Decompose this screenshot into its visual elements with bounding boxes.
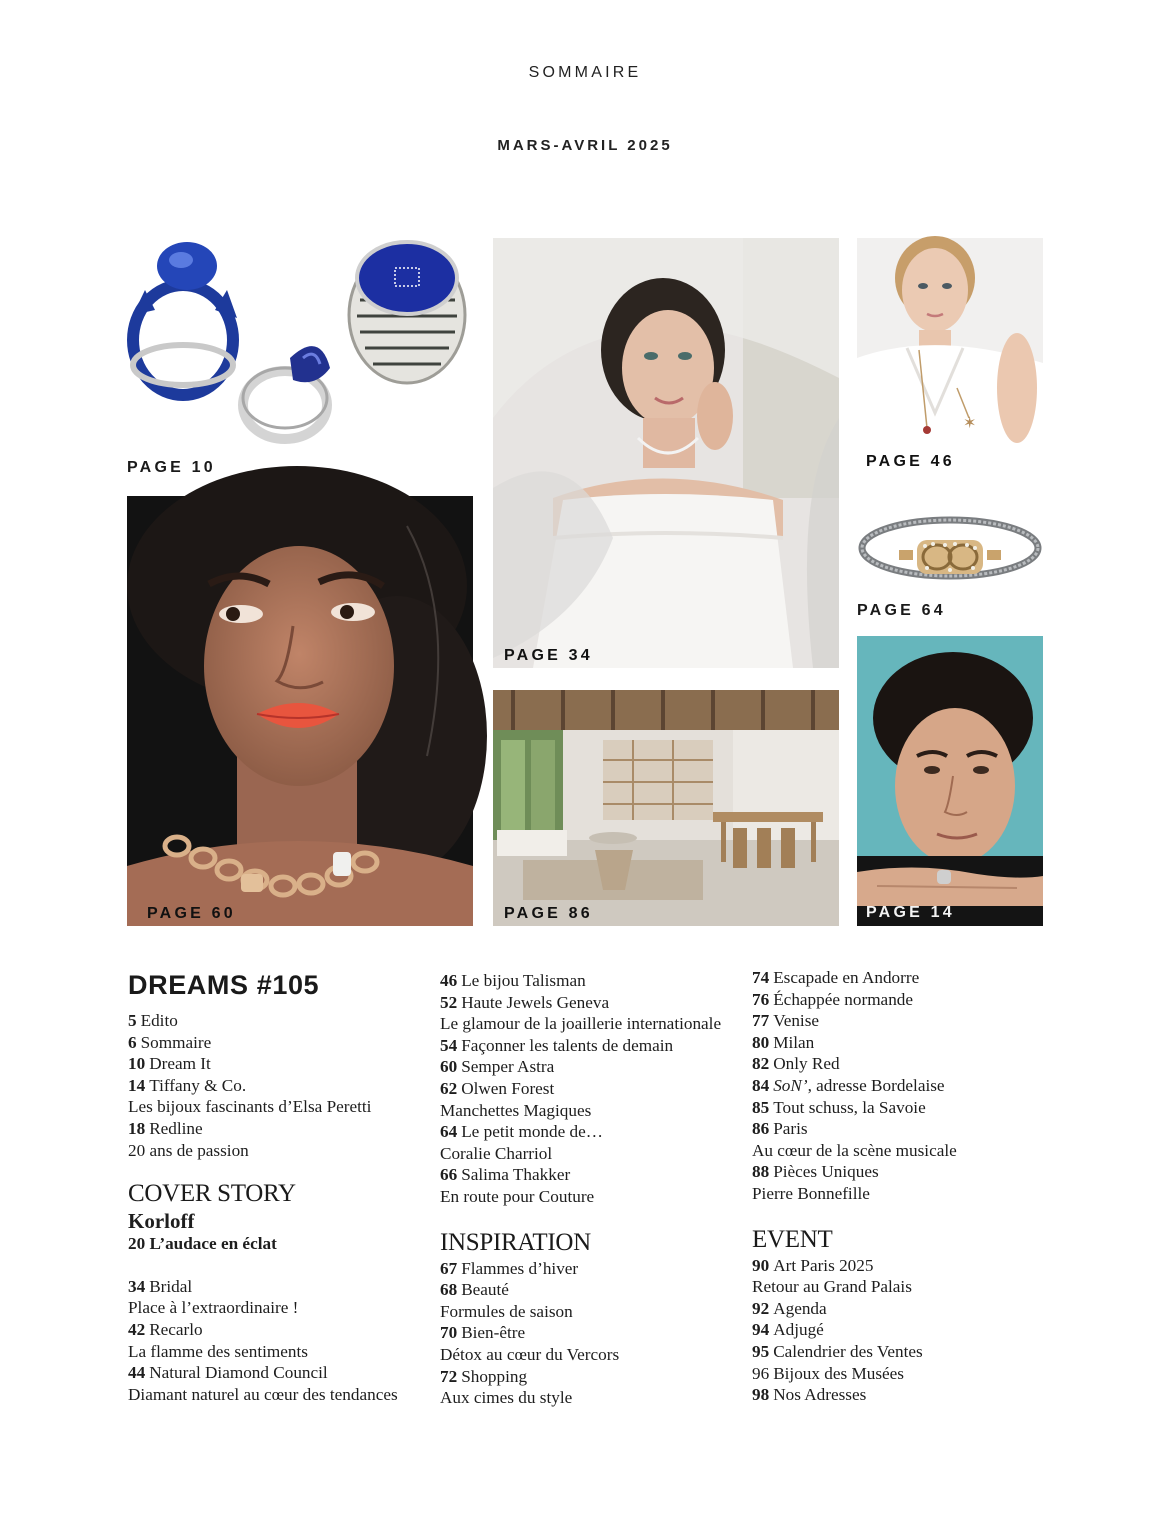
toc-subtitle: En route pour Couture: [440, 1186, 595, 1206]
toc-list-2: [440, 970, 721, 1208]
page-label: PAGE 64: [857, 602, 946, 619]
page-label: PAGE 86: [504, 905, 593, 922]
portrait-man-illustration: [857, 636, 1043, 926]
rings-photo[interactable]: [115, 230, 475, 476]
toc-entry[interactable]: 82 Only Red: [752, 1054, 840, 1074]
svg-text:✶: ✶: [963, 413, 977, 432]
toc-entry[interactable]: 92 Agenda: [752, 1298, 827, 1318]
toc-entry[interactable]: 98 Nos Adresses: [752, 1385, 867, 1405]
page-label: PAGE 14: [866, 904, 955, 921]
toc-subtitle: Le glamour de la joaillerie internationale: [440, 1014, 722, 1034]
toc-entry[interactable]: 80 Milan: [752, 1032, 815, 1052]
toc-entry[interactable]: 60 Semper Astra: [440, 1057, 555, 1077]
section-title: SOMMAIRE: [528, 64, 642, 81]
toc-entry[interactable]: 96 Bijoux des Musées: [752, 1363, 904, 1383]
rings-illustration: [115, 230, 475, 465]
page-label: PAGE 46: [866, 453, 955, 470]
toc-entry[interactable]: 85 Tout schuss, la Savoie: [752, 1097, 926, 1117]
toc-subtitle: Diamant naturel au cœur des tendances: [128, 1384, 398, 1404]
toc-entry[interactable]: 64 Le petit monde de…: [440, 1122, 603, 1142]
toc-subtitle: Au cœur de la scène musicale: [752, 1140, 957, 1160]
interior-illustration: [493, 690, 839, 926]
toc-subtitle: La flamme des sentiments: [128, 1341, 308, 1361]
toc-entry[interactable]: 70 Bien-être: [440, 1323, 526, 1343]
toc-column-3: [752, 967, 957, 1406]
toc-entry[interactable]: 74 Escapade en Andorre: [752, 968, 920, 987]
inspiration-heading: INSPIRATION: [440, 1228, 591, 1256]
toc-subtitle: 20 ans de passion: [128, 1140, 249, 1160]
toc-entry[interactable]: 14 Tiffany & Co.: [128, 1075, 247, 1095]
toc-entry[interactable]: 94 Adjugé: [752, 1320, 824, 1340]
interior-photo[interactable]: [493, 690, 839, 926]
portrait-woman-illustration: [127, 496, 473, 926]
necklace-woman-illustration: [857, 238, 1043, 474]
toc-entry[interactable]: 67 Flammes d’hiver: [440, 1258, 579, 1278]
toc-subtitle: Retour au Grand Palais: [752, 1277, 912, 1297]
toc-subtitle: Les bijoux fascinants d’Elsa Peretti: [128, 1097, 372, 1117]
bracelet-photo[interactable]: [855, 500, 1045, 625]
toc-entry[interactable]: 76 Échappée normande: [752, 989, 914, 1009]
toc-entry[interactable]: 84 SoN’, adresse Bordelaise: [752, 1075, 945, 1095]
toc-entry[interactable]: 66 Salima Thakker: [440, 1165, 571, 1185]
toc-entry[interactable]: 6 Sommaire: [128, 1032, 212, 1052]
toc-entry[interactable]: 77 Venise: [752, 1011, 820, 1031]
bride-illustration: [493, 238, 839, 668]
toc-entry[interactable]: 86 Paris: [752, 1119, 808, 1139]
portrait-woman-photo[interactable]: [127, 496, 473, 926]
toc-list-3: [752, 967, 957, 1205]
toc-entry[interactable]: 68 Beauté: [440, 1280, 509, 1300]
toc-subtitle: Place à l’extraordinaire !: [128, 1298, 299, 1318]
toc-column-1: [128, 966, 398, 1405]
toc-entry[interactable]: 42 Recarlo: [128, 1319, 203, 1339]
toc-entry[interactable]: 95 Calendrier des Ventes: [752, 1341, 923, 1361]
toc-entry[interactable]: 88 Pièces Uniques: [752, 1162, 879, 1182]
toc-list-1b: [128, 1276, 398, 1406]
toc-list-1: [128, 1010, 398, 1161]
toc-subtitle: Manchettes Magiques: [440, 1100, 592, 1120]
toc-entry[interactable]: 62 Olwen Forest: [440, 1078, 555, 1098]
event-heading: EVENT: [752, 1225, 833, 1253]
toc-subtitle: Formules de saison: [440, 1301, 573, 1321]
toc-entry[interactable]: 5 Edito: [128, 1011, 178, 1030]
toc-subtitle: Aux cimes du style: [440, 1388, 573, 1408]
cover-story-heading: COVER STORY: [128, 1180, 296, 1208]
toc-column-2: [440, 970, 721, 1409]
toc-subtitle: Détox au cœur du Vercors: [440, 1344, 620, 1364]
toc-subtitle: Pierre Bonnefille: [752, 1183, 870, 1203]
issue-date: MARS-AVRIL 2025: [497, 137, 673, 154]
toc-entry[interactable]: 90 Art Paris 2025: [752, 1255, 874, 1275]
event-list: [752, 1255, 957, 1406]
toc-entry[interactable]: 34 Bridal: [128, 1276, 193, 1296]
toc-entry[interactable]: 52 Haute Jewels Geneva: [440, 992, 610, 1012]
toc-entry[interactable]: 46 Le bijou Talisman: [440, 971, 586, 990]
necklace-woman-photo[interactable]: [857, 238, 1043, 474]
toc-entry[interactable]: 18 Redline: [128, 1118, 203, 1138]
portrait-man-photo[interactable]: [857, 636, 1043, 926]
bride-photo[interactable]: [493, 238, 839, 668]
toc-entry[interactable]: 10 Dream It: [128, 1054, 211, 1074]
page-label: PAGE 10: [127, 459, 216, 476]
toc-entry[interactable]: 44 Natural Diamond Council: [128, 1363, 328, 1383]
cover-story-brand: Korloff: [128, 1209, 195, 1234]
toc-entry[interactable]: 72 Shopping: [440, 1366, 528, 1386]
toc-subtitle: Coralie Charriol: [440, 1143, 553, 1163]
magazine-issue-title: DREAMS #105: [128, 970, 320, 1000]
inspiration-list: [440, 1258, 721, 1409]
toc-entry[interactable]: 54 Façonner les talents de demain: [440, 1035, 674, 1055]
page-label: PAGE 34: [504, 647, 593, 664]
page-label: PAGE 60: [147, 905, 236, 922]
bracelet-illustration: [855, 500, 1045, 595]
cover-story-entry[interactable]: 20 L’audace en éclat: [128, 1234, 277, 1254]
